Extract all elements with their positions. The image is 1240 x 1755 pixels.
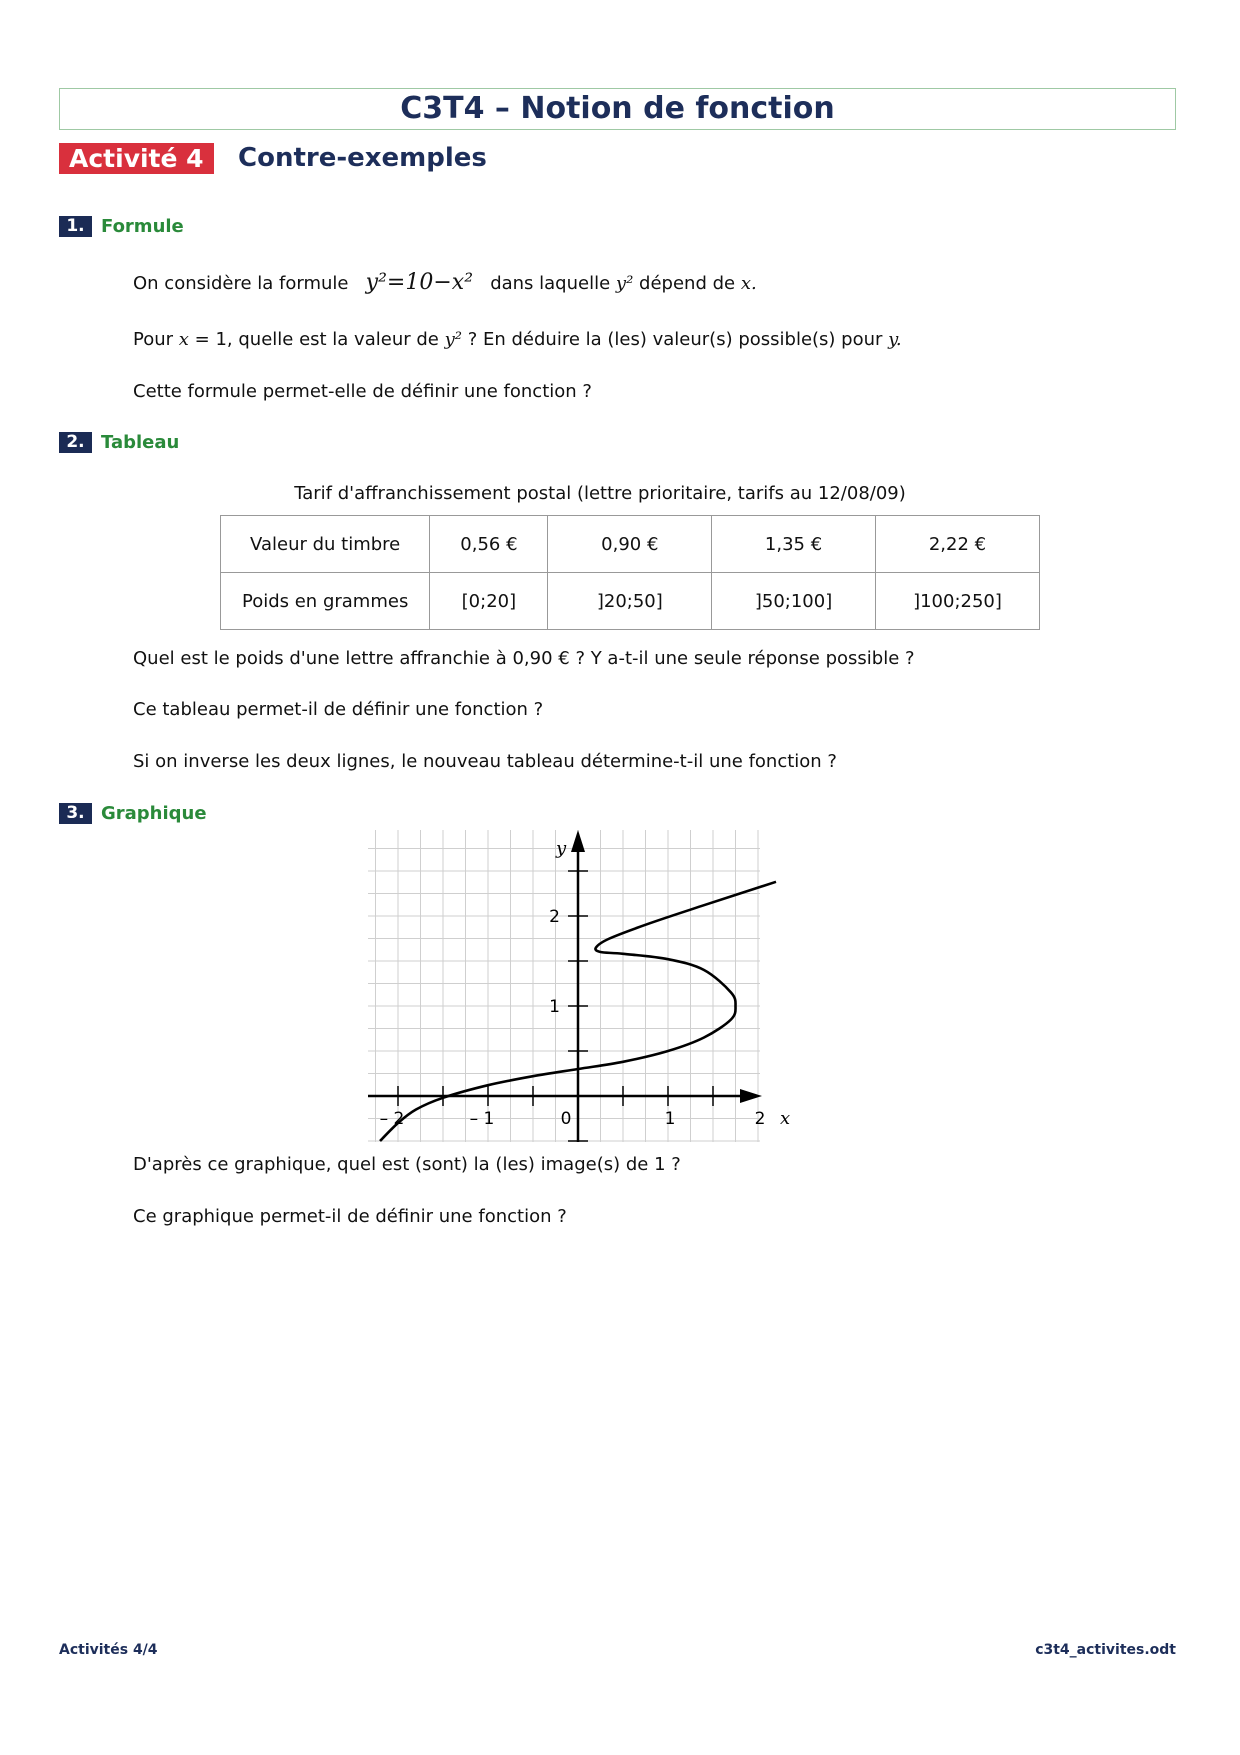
x-tick-label: – 1 bbox=[469, 1109, 495, 1129]
x-tick-label: – 2 bbox=[379, 1109, 405, 1129]
section-3-question-1: D'après ce graphique, quel est (sont) la (les) image(s) de 1 ? bbox=[133, 1154, 681, 1175]
q1-var-y2: y² bbox=[444, 329, 462, 350]
section-1-question-1 bbox=[133, 328, 902, 352]
table-caption: Tarif d'affranchissement postal (lettre prioritaire, tarifs au 12/08/09) bbox=[294, 483, 906, 504]
q1-var-x: x bbox=[178, 329, 189, 350]
table-cell: ]100;250] bbox=[875, 573, 1039, 630]
table-cell: ]50;100] bbox=[712, 573, 876, 630]
table-row bbox=[221, 516, 1040, 573]
formula-var-x: x. bbox=[740, 273, 757, 294]
section-3-title: Graphique bbox=[101, 803, 207, 824]
q1-part-a: Pour bbox=[133, 329, 174, 350]
footer-left: Activités 4/4 bbox=[59, 1642, 158, 1658]
x-axis-arrow bbox=[740, 1089, 762, 1103]
formula-line bbox=[133, 268, 757, 299]
table-cell: 0,56 € bbox=[430, 516, 548, 573]
formula-tail: dépend de bbox=[639, 273, 736, 294]
section-2-question-1: Quel est le poids d'une lettre affranchie à 0,90 € ? Y a-t-il une seule réponse possible ? bbox=[133, 648, 915, 669]
y-tick-label: 2 bbox=[549, 907, 560, 927]
section-1-question-2: Cette formule permet-elle de définir une fonction ? bbox=[133, 381, 592, 402]
x-tick-label: 0 bbox=[560, 1109, 572, 1129]
table-cell: [0;20] bbox=[430, 573, 548, 630]
formula-intro: On considère la formule bbox=[133, 273, 349, 294]
table-cell: ]20;50] bbox=[548, 573, 712, 630]
formula: y²=10−x² bbox=[365, 270, 474, 295]
function-graph bbox=[360, 830, 800, 1160]
y-axis-label: y bbox=[556, 838, 567, 859]
q1-part-c: ? En déduire la (les) valeur(s) possible(s) pour bbox=[467, 329, 883, 350]
q1-part-b: = 1, quelle est la valeur de bbox=[194, 329, 439, 350]
x-axis-label: x bbox=[780, 1108, 791, 1129]
tarif-table bbox=[220, 515, 1040, 630]
activity-badge: Activité 4 bbox=[59, 143, 214, 174]
y-tick-label: 1 bbox=[549, 997, 560, 1017]
section-1-number: 1. bbox=[59, 216, 92, 237]
table-row bbox=[221, 573, 1040, 630]
section-2-title: Tableau bbox=[101, 432, 180, 453]
section-2-question-3: Si on inverse les deux lignes, le nouveau tableau détermine-t-il une fonction ? bbox=[133, 751, 837, 772]
table-cell: 2,22 € bbox=[875, 516, 1039, 573]
graph-axes bbox=[368, 830, 762, 1142]
table-cell: Valeur du timbre bbox=[221, 516, 430, 573]
formula-var-y2: y² bbox=[615, 273, 634, 294]
formula-mid: dans laquelle bbox=[490, 273, 611, 294]
table-cell: 0,90 € bbox=[548, 516, 712, 573]
section-3-question-2: Ce graphique permet-il de définir une fonction ? bbox=[133, 1206, 567, 1227]
section-2-question-2: Ce tableau permet-il de définir une fonction ? bbox=[133, 699, 544, 720]
x-tick-label: 1 bbox=[664, 1109, 676, 1129]
section-1-title: Formule bbox=[101, 216, 184, 237]
activity-title: Contre-exemples bbox=[238, 143, 487, 173]
x-tick-label: 2 bbox=[754, 1109, 766, 1129]
page-title: C3T4 – Notion de fonction bbox=[59, 88, 1176, 130]
table-cell: 1,35 € bbox=[712, 516, 876, 573]
q1-var-y: y. bbox=[888, 329, 902, 350]
footer-right: c3t4_activites.odt bbox=[1035, 1642, 1176, 1658]
section-3-number: 3. bbox=[59, 803, 92, 824]
table-cell: Poids en grammes bbox=[221, 573, 430, 630]
section-2-number: 2. bbox=[59, 432, 92, 453]
y-axis-arrow bbox=[571, 830, 585, 852]
